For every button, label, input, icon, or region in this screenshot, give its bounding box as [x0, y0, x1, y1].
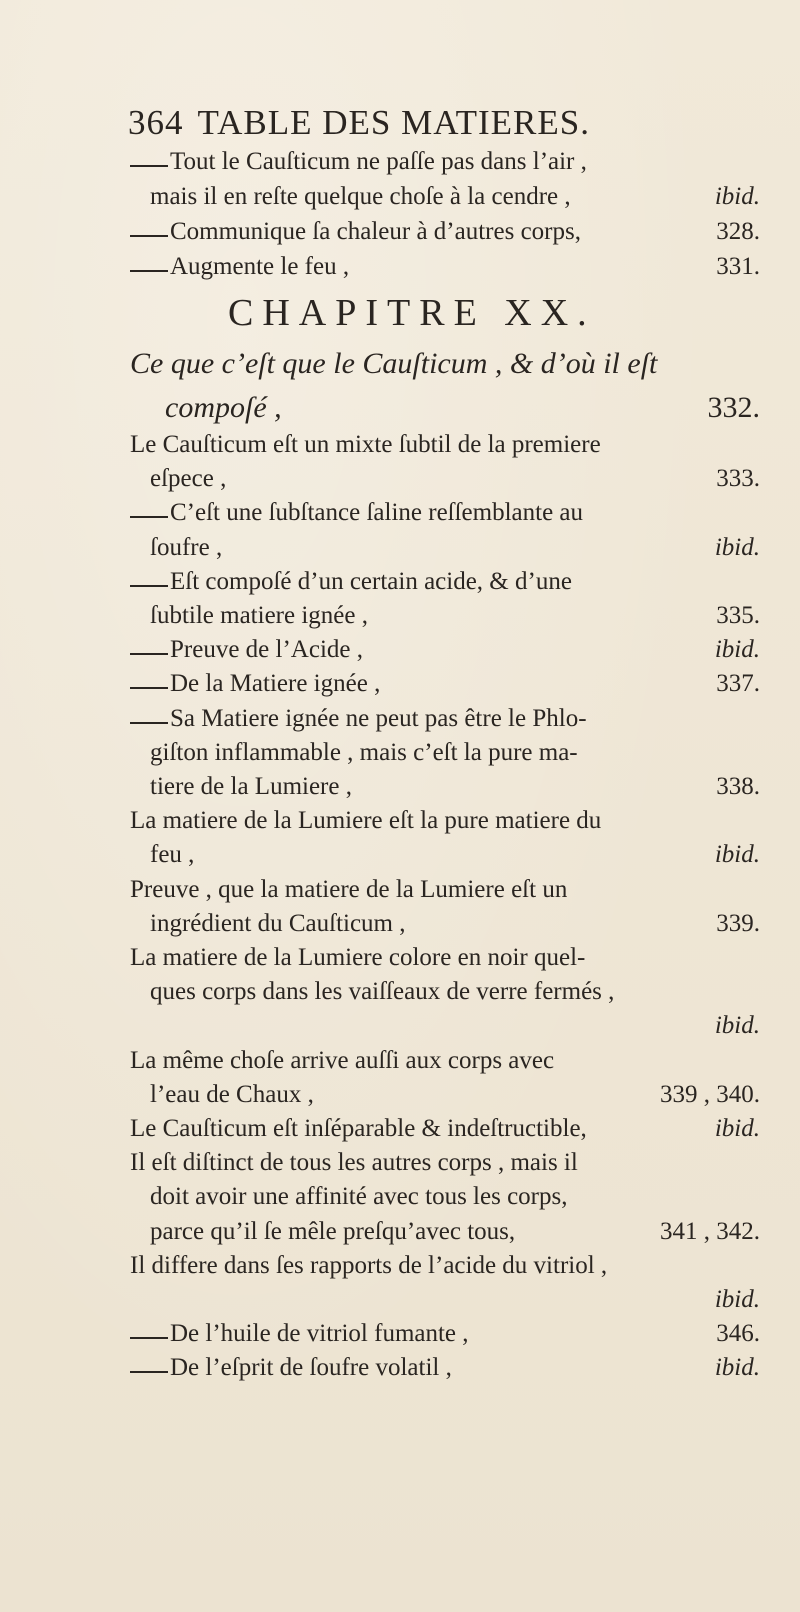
entry-dash [130, 516, 168, 518]
entry-text: De l’huile de vitriol fumante , [170, 1320, 469, 1347]
entry-ref: ibid. [714, 841, 760, 868]
index-entry [150, 1179, 760, 1215]
index-entry [130, 144, 760, 180]
entry-text: ſoufre , [150, 534, 223, 561]
chapter-title-text: compoſé , [165, 391, 282, 424]
entry-ref: ibid. [714, 1012, 760, 1039]
entry-text: l’eau de Chaux , [150, 1081, 314, 1108]
entry-text: Il eſt diſtinct de tous les autres corps , mais il [130, 1149, 578, 1176]
entry-text: La même choſe arrive auſſi aux corps avec [130, 1047, 555, 1074]
entry-ref: 341 , 342. [660, 1218, 760, 1245]
entry-text: feu , [150, 841, 195, 868]
entry-text: giſton inflammable , mais c’eſt la pure ma- [150, 739, 578, 766]
index-entry [150, 974, 760, 1010]
entry-text: Tout le Cauſticum ne paſſe pas dans l’air , [170, 148, 587, 175]
chapter-title-text: Ce que c’eſt que le Cauſticum , & d’où il eſt [130, 347, 658, 380]
entry-text: eſpece , [150, 465, 227, 492]
entry-text: La matiere de la Lumiere colore en noir quel- [130, 944, 586, 971]
entry-dash [130, 585, 168, 587]
entry-text: Preuve , que la matiere de la Lumiere eſt un [130, 876, 568, 903]
index-entry [150, 1214, 760, 1250]
entry-ref: ibid. [714, 1286, 760, 1313]
chapter-heading: CHAPITRE XX. [228, 292, 596, 334]
entry-text: ſubtile matiere ignée , [150, 602, 368, 629]
index-entry [150, 837, 760, 873]
chapter-title-line [165, 386, 760, 430]
index-entry [150, 461, 760, 497]
index-entry [130, 1350, 760, 1386]
entry-text: ques corps dans les vaiſſeaux de verre fermés , [150, 978, 615, 1005]
entry-dash [130, 165, 168, 167]
index-entry [150, 735, 760, 771]
page-number: 364 [128, 103, 184, 142]
index-entry [130, 1111, 760, 1147]
entry-dash [130, 1371, 168, 1373]
entry-ref: 339. [716, 910, 760, 937]
entry-dash [130, 653, 168, 655]
chapter-title-line [130, 342, 760, 386]
entry-text: La matiere de la Lumiere eſt la pure matiere du [130, 807, 602, 834]
entry-text: De l’eſprit de ſoufre volatil , [170, 1354, 452, 1381]
entry-ref: 337. [716, 670, 760, 697]
index-entry [130, 1145, 760, 1181]
entry-ref: 331. [716, 253, 760, 280]
entry-text: C’eſt une ſubſtance ſaline reſſemblante au [170, 499, 584, 526]
entry-text: Communique ſa chaleur à d’autres corps, [170, 218, 581, 245]
entry-ref: 328. [716, 218, 760, 245]
index-entry [150, 598, 760, 634]
entry-ref: 338. [716, 773, 760, 800]
index-entry [130, 872, 760, 908]
entry-dash [130, 1337, 168, 1339]
index-entry [130, 1316, 760, 1352]
entry-ref: 346. [716, 1320, 760, 1347]
entry-dash [130, 722, 168, 724]
entry-text: mais il en reſte quelque choſe à la cendre , [150, 183, 571, 210]
entry-text: Eſt compoſé d’un certain acide, & d’une [170, 568, 572, 595]
entry-ref: ibid. [714, 1115, 760, 1142]
index-entry [130, 427, 760, 463]
index-entry [130, 495, 760, 531]
entry-dash [130, 687, 168, 689]
index-entry [130, 1248, 760, 1284]
running-title: TABLE DES MATIERES. [197, 103, 590, 142]
entry-text: tiere de la Lumiere , [150, 773, 352, 800]
index-entry [150, 530, 760, 566]
entry-text: Sa Matiere ignée ne peut pas être le Phlo- [170, 705, 587, 732]
entry-ref: 339 , 340. [660, 1081, 760, 1108]
entry-ref: 335. [716, 602, 760, 629]
entry-dash [130, 235, 168, 237]
entry-ref: ibid. [714, 1354, 760, 1381]
entry-text: Il differe dans ſes rapports de l’acide du vitriol , [130, 1252, 608, 1279]
index-entry [130, 564, 760, 600]
index-entry [130, 666, 760, 702]
index-entry [130, 940, 760, 976]
index-entry [150, 1282, 760, 1318]
index-entry [130, 1043, 760, 1079]
index-entry [130, 701, 760, 737]
entry-ref: 333. [716, 465, 760, 492]
entry-ref: ibid. [714, 183, 760, 210]
entry-text: parce qu’il ſe mêle preſqu’avec tous, [150, 1218, 516, 1245]
entry-text: Le Cauſticum eſt un mixte ſubtil de la premiere [130, 431, 601, 458]
index-entry [150, 1077, 760, 1113]
index-entry [130, 249, 760, 285]
entry-text: ingrédient du Cauſticum , [150, 910, 406, 937]
entry-text: Augmente le feu , [170, 253, 350, 280]
entry-dash [130, 270, 168, 272]
entry-ref: ibid. [714, 636, 760, 663]
index-entry [130, 803, 760, 839]
entry-text: Preuve de l’Acide , [170, 636, 363, 663]
index-entry [130, 632, 760, 668]
index-entry [150, 1008, 760, 1044]
entry-text: Le Cauſticum eſt inſéparable & indeſtructible, [130, 1115, 587, 1142]
entry-ref: ibid. [714, 534, 760, 561]
chapter-title-ref: 332. [707, 391, 760, 424]
index-entry [130, 214, 760, 250]
index-entry [150, 906, 760, 942]
index-entry [150, 769, 760, 805]
entry-text: doit avoir une affinité avec tous les corps, [150, 1183, 568, 1210]
entry-text: De la Matiere ignée , [170, 670, 381, 697]
index-entry [150, 179, 760, 215]
